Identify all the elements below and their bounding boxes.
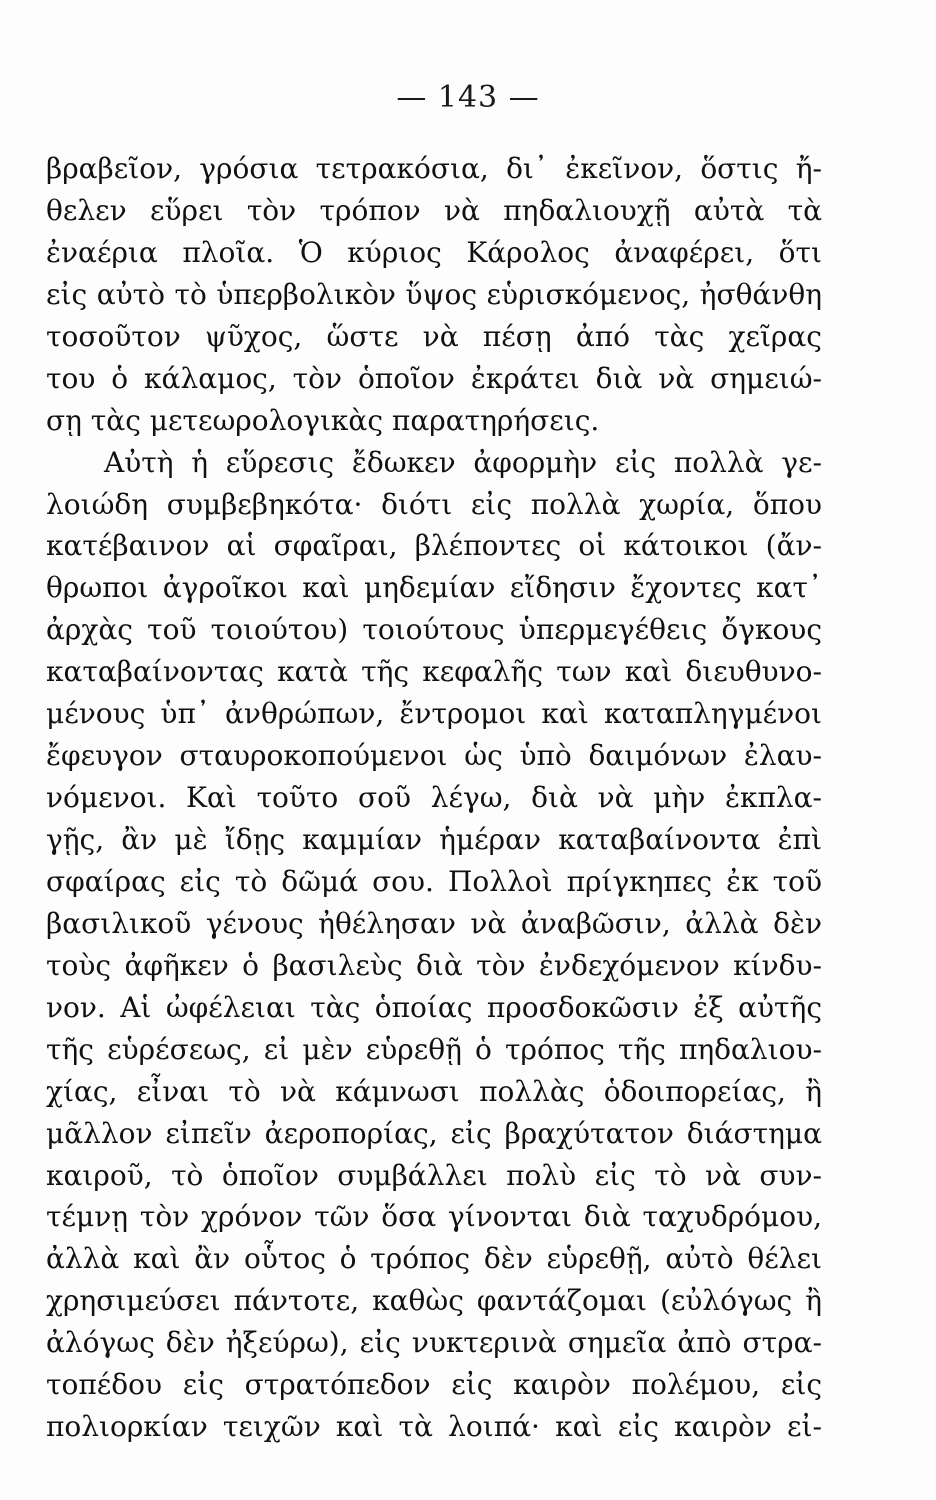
text-line: του ὁ κάλαμος, τὸν ὁποῖον ἐκράτει διὰ νὰ σημειώ-: [46, 361, 822, 395]
text-line: χίας, εἶναι τὸ νὰ κάμνωσι πολλὰς ὁδοιπορείας, ἢ: [46, 1074, 822, 1108]
text-line: ἀλλὰ καὶ ἂν οὗτος ὁ τρόπος δὲν εὑρεθῇ, αὐτὸ θέλει: [46, 1242, 822, 1276]
text-line: λοιώδη συμβεβηκότα· διότι εἰς πολλὰ χωρία, ὅπου: [46, 487, 822, 521]
text-line: πολιορκίαν τειχῶν καὶ τὰ λοιπά· καὶ εἰς καιρὸν εἰ-: [46, 1410, 822, 1444]
text-line: νόμενοι. Καὶ τοῦτο σοῦ λέγω, διὰ νὰ μὴν ἐκπλα-: [46, 781, 822, 815]
body-text: [46, 148, 822, 1448]
text-line: σφαίρας εἰς τὸ δῶμά σου. Πολλοὶ πρίγκηπες ἐκ τοῦ: [46, 864, 822, 898]
text-line: τέμνῃ τὸν χρόνον τῶν ὅσα γίνονται διὰ ταχυδρόμου,: [46, 1200, 822, 1234]
text-line: τοπέδου εἰς στρατόπεδον εἰς καιρὸν πολέμου, εἰς: [46, 1368, 822, 1402]
text-line: βασιλικοῦ γένους ἠθέλησαν νὰ ἀναβῶσιν, ἀλλὰ δὲν: [46, 906, 822, 940]
text-line: γῇς, ἂν μὲ ἴδῃς καμμίαν ἡμέραν καταβαίνοντα ἐπὶ: [46, 823, 822, 856]
page-number: — 143 —: [396, 80, 540, 115]
text-line: χρησιμεύσει πάντοτε, καθὼς φαντάζομαι (εὐλόγως ἢ: [46, 1284, 822, 1318]
text-line: σῃ τὰς μετεωρολογικὰς παρατηρήσεις.: [46, 403, 600, 437]
text-line: μᾶλλον εἰπεῖν ἀεροπορίας, εἰς βραχύτατον διάστημα: [46, 1116, 822, 1150]
text-line: καιροῦ, τὸ ὁποῖον συμβάλλει πολὺ εἰς τὸ νὰ συν-: [46, 1158, 822, 1192]
text-line: νον. Αἱ ὠφέλειαι τὰς ὁποίας προσδοκῶσιν ἐξ αὐτῆς: [46, 990, 822, 1024]
text-line: τῆς εὑρέσεως, εἰ μὲν εὑρεθῇ ὁ τρόπος τῆς πηδαλιου-: [46, 1032, 822, 1066]
text-line: βραβεῖον, γρόσια τετρακόσια, δι᾽ ἐκεῖνον, ὅστις ἤ-: [46, 152, 822, 185]
paragraph-first-line: Αὐτὴ ἡ εὕρεσις ἔδωκεν ἀφορμὴν εἰς πολλὰ γε-: [104, 445, 822, 479]
text-line: ἔφευγον σταυροκοπούμενοι ὡς ὑπὸ δαιμόνων ἐλαυ-: [46, 739, 822, 773]
text-line: ἀρχὰς τοῦ τοιούτου) τοιούτους ὑπερμεγέθεις ὄγκους: [46, 613, 822, 647]
text-line: κατέβαινον αἱ σφαῖραι, βλέποντες οἱ κάτοικοι (ἄν-: [46, 529, 822, 563]
text-line: μένους ὑπ᾽ ἀνθρώπων, ἔντρομοι καὶ καταπληγμένοι: [46, 697, 822, 731]
text-line: τοσοῦτον ψῦχος, ὥστε νὰ πέσῃ ἀπό τὰς χεῖρας: [46, 319, 822, 353]
text-line: ἐναέρια πλοῖα. Ὁ κύριος Κάρολος ἀναφέρει, ὅτι: [46, 235, 822, 269]
text-line: θρωποι ἀγροῖκοι καὶ μηδεμίαν εἴδησιν ἔχοντες κατ᾽: [46, 571, 822, 605]
text-line: εἰς αὐτὸ τὸ ὑπερβολικὸν ὕψος εὑρισκόμενος, ἠσθάνθη: [46, 277, 822, 311]
text-line: θελεν εὕρει τὸν τρόπον νὰ πηδαλιουχῇ αὐτὰ τὰ: [46, 193, 822, 227]
text-line: ἀλόγως δὲν ἠξεύρω), εἰς νυκτερινὰ σημεῖα ἀπὸ στρα-: [46, 1326, 822, 1360]
text-line: καταβαίνοντας κατὰ τῆς κεφαλῆς των καὶ διευθυνο-: [46, 655, 822, 689]
text-line: τοὺς ἀφῆκεν ὁ βασιλεὺς διὰ τὸν ἐνδεχόμενον κίνδυ-: [46, 948, 822, 982]
